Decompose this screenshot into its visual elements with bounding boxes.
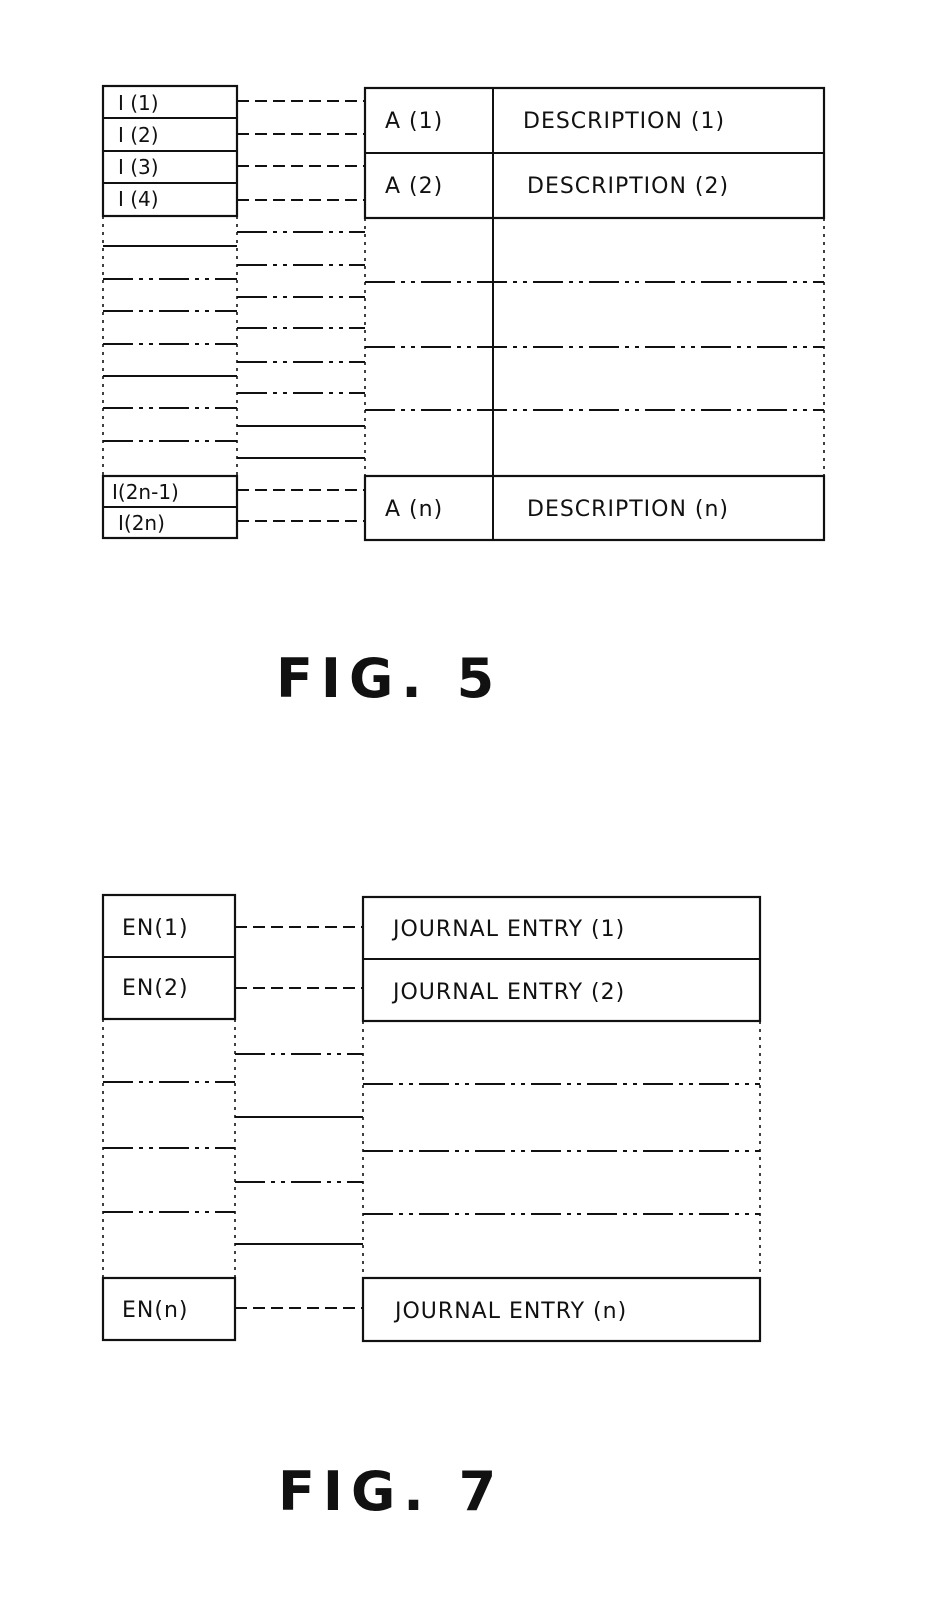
fig7-journal-entry-2: JOURNAL ENTRY (2) xyxy=(393,980,626,1005)
fig5-index-label-4: I (4) xyxy=(118,187,159,211)
fig7-key-1: EN(1) xyxy=(122,916,189,941)
fig5-address-1: A (1) xyxy=(385,109,444,134)
fig5-caption: FIG. 5 xyxy=(276,647,503,710)
fig5-description-n: DESCRIPTION (n) xyxy=(527,497,730,522)
fig5-diagram xyxy=(103,86,824,710)
fig5-index-label-1: I (1) xyxy=(118,91,159,115)
fig7-caption: FIG. 7 xyxy=(278,1460,505,1523)
fig5-index-label-2n-1: I(2n-1) xyxy=(112,480,179,504)
fig7-journal-table xyxy=(363,897,760,1341)
fig5-description-2: DESCRIPTION (2) xyxy=(527,174,730,199)
fig7-key-2: EN(2) xyxy=(122,976,189,1001)
fig5-index-label-2: I (2) xyxy=(118,123,159,147)
fig7-key-n: EN(n) xyxy=(122,1298,189,1323)
fig5-index-label-3: I (3) xyxy=(118,155,159,179)
fig7-key-column xyxy=(103,895,235,1340)
fig5-index-column xyxy=(103,86,237,538)
fig5-address-n: A (n) xyxy=(385,497,444,522)
fig5-index-label-2n: I(2n) xyxy=(118,511,165,535)
fig5-description-1: DESCRIPTION (1) xyxy=(523,109,726,134)
fig5-connectors xyxy=(237,101,365,521)
fig7-connectors xyxy=(235,927,363,1308)
fig5-table xyxy=(365,88,824,540)
fig7-diagram xyxy=(103,895,760,1523)
fig7-journal-entry-n: JOURNAL ENTRY (n) xyxy=(395,1299,628,1324)
fig5-address-2: A (2) xyxy=(385,174,444,199)
fig7-journal-entry-1: JOURNAL ENTRY (1) xyxy=(393,917,626,942)
